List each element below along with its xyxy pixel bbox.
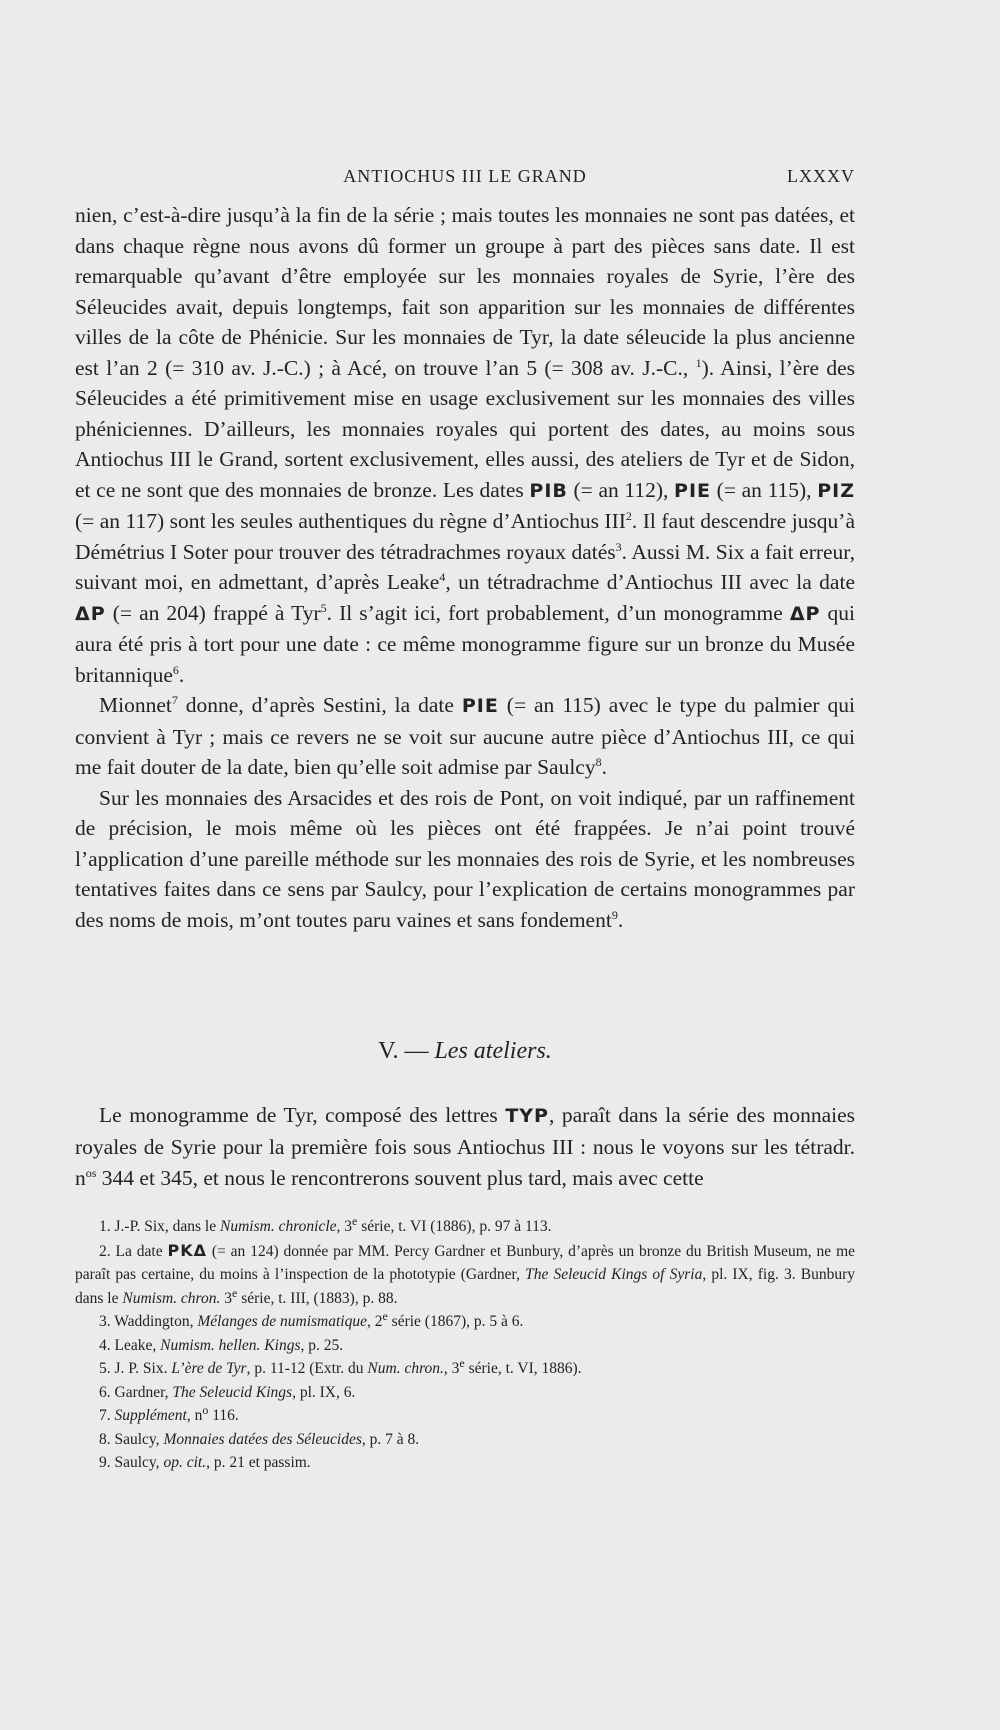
text-run: 7. <box>99 1407 115 1424</box>
paragraph-2 <box>75 690 855 783</box>
footnote-7 <box>75 1404 855 1428</box>
paragraph-1 <box>75 200 855 690</box>
text-run: donne, d’après Sestini, la date <box>177 693 462 717</box>
text-run: Le monogramme de Tyr, composé des lettres <box>99 1103 506 1127</box>
superscript: e <box>459 1355 465 1370</box>
text-run: Mélanges de numismatique <box>197 1313 367 1330</box>
footnote-5 <box>75 1357 855 1381</box>
text-run: The Seleucid Kings of Syria <box>525 1266 703 1283</box>
text-run: série, t. VI, 1886). <box>464 1360 582 1377</box>
text-run: , p. 21 et passim. <box>206 1454 311 1471</box>
text-run: 3 <box>220 1289 233 1307</box>
text-run: Sur les monnaies des Arsacides et des rois de Pont, on voit indiqué, par un raffinement de précision, le mois même où les pièces ont été frappées. Je n’ai point trouvé l’application d’une pareille méthode sur les monnaies des rois de Syrie, et les nombreuses tentatives faites dans ce sens par Saulcy, pour l’explication de certains monogrammes par des noms de mois, m’ont toutes paru vaines et sans fondement <box>75 785 855 932</box>
footnote-3 <box>75 1310 855 1334</box>
text-run: , p. 7 à 8. <box>361 1430 420 1448</box>
footnote-6 <box>75 1381 855 1405</box>
text-run: , n <box>186 1407 203 1424</box>
text-run: série, t. VI (1886), p. 97 à 113. <box>357 1218 552 1235</box>
text-run: , un tétradrachme d’Antiochus III avec la date <box>445 570 855 594</box>
date-piz: PIZ <box>817 479 855 502</box>
text-run: 116. <box>208 1407 239 1424</box>
text-run: , paraît dans la série des monnaies royales de Syrie pour la première fois sous Antiochus III : nous le voyons sur les tétradr. n <box>75 1103 856 1190</box>
paragraph-4 <box>75 1100 855 1194</box>
superscript: e <box>382 1308 388 1323</box>
text-run: (= an 115), <box>711 477 818 502</box>
text-run: série, t. III, (1883), p. 88. <box>237 1289 398 1307</box>
superscript: e <box>232 1285 238 1300</box>
text-run: Numism. chron. <box>122 1289 221 1307</box>
footnote-9 <box>75 1451 855 1475</box>
footnote-ref-5: 5 <box>320 600 327 615</box>
text-run: . <box>178 662 185 687</box>
footnote-ref-8: 8 <box>595 754 602 769</box>
page-number: LXXXV <box>787 166 855 186</box>
footnote-ref-4: 4 <box>439 569 446 584</box>
text-run: Monnaies datées des Séleucides <box>163 1430 362 1448</box>
section-number: V. — <box>378 1038 435 1064</box>
text-run: Numism. chronicle <box>220 1218 337 1235</box>
text-run: , pl. IX, fig. 3. Bunbury dans le <box>75 1266 855 1307</box>
text-run: . Il faut descendre jusqu’à Démétrius I Soter pour trouver des tétradrachmes royaux datés <box>75 509 855 564</box>
text-run: , 3 <box>336 1218 353 1235</box>
text-run: (= an 112), <box>567 477 675 502</box>
paragraph-3 <box>75 783 855 936</box>
text-run: qui aura été pris à tort pour une date : ce même monogramme figure sur un bronze du Musée britannique <box>75 600 855 687</box>
text-run: . Aussi M. Six a fait erreur, suivant moi, en admettant, d’après Leake <box>75 539 855 594</box>
text-run: (= an 204) frappé à Tyr <box>105 600 321 625</box>
text-run: (= an 117) sont les seules authentiques du règne d’Antiochus III <box>75 509 626 533</box>
text-run: 3. Waddington, <box>99 1313 198 1330</box>
text-run: 6. Gardner, <box>99 1383 173 1401</box>
text-run: (= an 124) donnée par MM. Percy Gardner et Bunbury, d’après un bronze du British Museum, ne me paraît pas certaine, du moins à l’inspection de la phototypie (Gardner, <box>75 1242 855 1283</box>
text-run: . Il s’agit ici, fort probablement, d’un monogramme <box>326 600 790 625</box>
footnote-2 <box>75 1239 855 1311</box>
footnote-ref-9: 9 <box>611 907 618 922</box>
superscript: e <box>352 1213 358 1228</box>
text-run: 8. Saulcy, <box>99 1430 164 1448</box>
footnote-ref-6: 6 <box>172 662 179 677</box>
text-run: The Seleucid Kings <box>172 1383 293 1401</box>
footnote-ref-7: 7 <box>171 692 178 707</box>
date-pie: PIE <box>674 479 712 502</box>
text-run: . <box>601 755 607 779</box>
text-run: , p. 25. <box>300 1336 344 1354</box>
text-run: ). Ainsi, l’ère des Séleucides a été primitivement mise en usage exclusivement sur les monnaies des villes phéniciennes. D’ailleurs, les monnaies royales qui portent des dates, au moins sous Antiochus III le Grand, sortent exclusivement, elles aussi, des ateliers de Tyr et de Sidon, et ce ne sont que des monnaies de bronze. Les dates <box>75 355 856 502</box>
footnote-ref-3: 3 <box>615 539 622 554</box>
text-run: op. cit. <box>163 1454 207 1471</box>
text-run: L’ère de Tyr <box>171 1360 247 1377</box>
text-run: (= an 115) avec le type du palmier qui convient à Tyr ; mais ce revers ne se voit sur aucune autre pièce d’Antiochus III, ce qui me fait douter de la date, bien qu’elle soit admise par Saulcy <box>75 693 855 779</box>
footnote-1 <box>75 1215 855 1239</box>
text-run: nien, c’est-à-dire jusqu’à la fin de la série ; mais toutes les monnaies ne sont pas datées, et dans chaque règne nous avons dû former un groupe à part des pièces sans date. Il est remarquable qu’avant d’être employée sur les monnaies royales de Syrie, l’ère des Séleucides avait, depuis longtemps, fait son apparition sur les monnaies de différentes villes de la côte de Phénicie. Sur les monnaies de Tyr, la date séleucide la plus ancienne est l’an 2 (= 310 av. J.-C.) ; à Acé, on trouve l’an 5 (= 308 av. J.-C., <box>75 203 855 380</box>
date-pie: PIE <box>461 695 499 717</box>
text-run: 1. J.-P. Six, dans le <box>99 1218 220 1235</box>
text-run: Num. chron. <box>367 1360 444 1377</box>
running-title: ANTIOCHUS III LE GRAND <box>343 166 587 186</box>
footnote-ref-2: 2 <box>625 508 632 523</box>
section-title: Les ateliers. <box>434 1038 552 1064</box>
text-run: , p. 11-12 (Extr. du <box>246 1360 368 1377</box>
text-run: , 2 <box>366 1313 383 1330</box>
monogram-typ: TYP <box>505 1105 549 1127</box>
text-run: Mionnet <box>99 693 172 717</box>
running-head <box>75 166 855 192</box>
text-run: Supplément <box>114 1407 187 1424</box>
section-heading <box>75 1038 855 1065</box>
body-text <box>75 200 855 935</box>
date-pib: PIB <box>529 479 568 502</box>
superscript: os <box>85 1165 97 1180</box>
text-run: 344 et 345, et nous le rencontrerons souvent plus tard, mais avec cette <box>96 1166 704 1190</box>
footnote-ref-1: 1 <box>695 355 702 370</box>
text-run: 4. Leake, <box>99 1336 161 1354</box>
text-run: 9. Saulcy, <box>99 1454 164 1471</box>
text-run: 2. La date <box>99 1242 168 1260</box>
date-pka: PKΔ <box>167 1240 207 1260</box>
footnotes <box>75 1215 855 1475</box>
text-run: , 3 <box>443 1360 460 1377</box>
text-run: Numism. hellen. Kings <box>160 1336 301 1354</box>
body-text-2 <box>75 1100 855 1194</box>
date-dp: ΔP <box>75 602 106 625</box>
superscript: o <box>202 1402 209 1417</box>
text-run: , pl. IX, 6. <box>292 1383 356 1401</box>
footnote-4 <box>75 1334 855 1358</box>
text-run: 5. J. P. Six. <box>99 1360 172 1377</box>
footnote-8 <box>75 1428 855 1452</box>
monogram-dp: ΔP <box>789 602 821 625</box>
text-run: . <box>617 907 624 932</box>
text-run: série (1867), p. 5 à 6. <box>387 1313 524 1330</box>
